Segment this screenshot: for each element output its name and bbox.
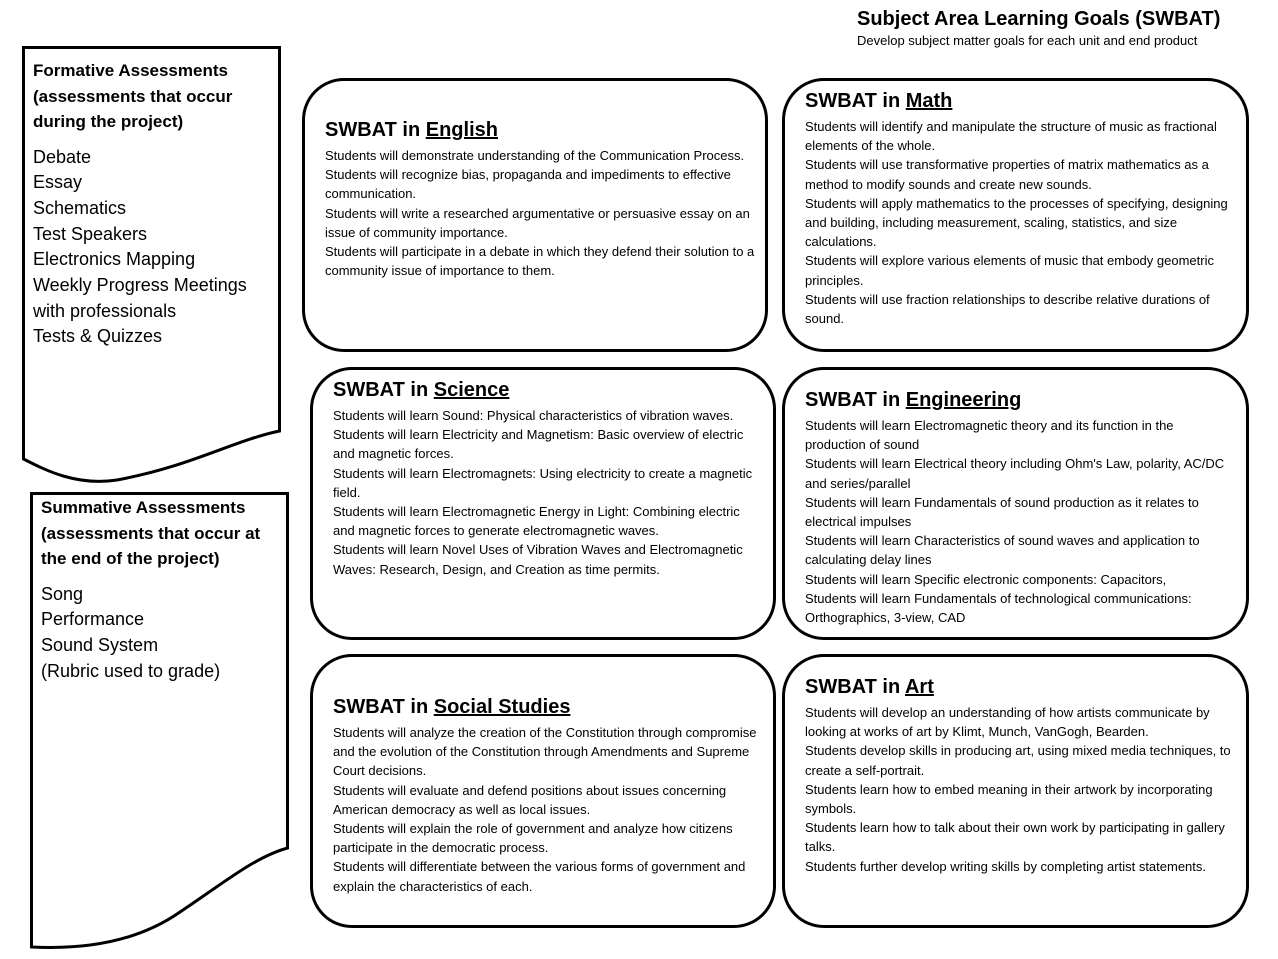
- art-goals-list: [805, 703, 1236, 876]
- list-item: Students learn how to talk about their own work by participating in gallery talks.: [805, 820, 1225, 855]
- engineering-title: SWBAT in Engineering: [805, 389, 1022, 411]
- formative-assessments-panel: [22, 46, 282, 486]
- english-subject-name: English: [425, 119, 498, 141]
- list-item: Students will learn Fundamentals of sound production as it relates to electrical impulses: [805, 494, 1199, 530]
- list-item: Weekly Progress Meetings: [33, 275, 247, 296]
- list-item: Students will learn Fundamentals of technological communications: Orthographics, 3-view, CAD: [805, 590, 1192, 626]
- math-title: SWBAT in Math: [805, 90, 953, 112]
- summative-heading: Summative Assessments (assessments that occur at the end of the project): [41, 498, 261, 568]
- list-item: Students will learn Sound: Physical characteristics of vibration waves.: [333, 408, 734, 423]
- list-item: Students further develop writing skills by completing artist statements.: [805, 858, 1207, 874]
- engineering-subject-name: Engineering: [905, 389, 1022, 411]
- list-item: Students will learn Novel Uses of Vibration Waves and Electromagnetic Waves: Research, Design, and Creation as time permits.: [333, 542, 743, 577]
- list-item: Students will evaluate and defend positions about issues concerning American democracy as well as local issues.: [333, 782, 727, 817]
- art-subject-name: Art: [904, 676, 934, 698]
- list-item: Students will learn Specific electronic components: Capacitors,: [805, 571, 1167, 587]
- list-item: Students will learn Electricity and Magnetism: Basic overview of electric and magnetic forces.: [333, 427, 744, 462]
- list-item: (Rubric used to grade): [41, 660, 221, 681]
- list-item: Students will explore various elements of music that embody geometric principles.: [805, 253, 1214, 288]
- list-item: Students will analyze the creation of the Constitution through compromise and the evolution of the Constitution through Amendments and Supreme Court decisions.: [333, 725, 757, 779]
- page-header: [857, 6, 1272, 50]
- art-goals-box: [782, 654, 1249, 928]
- list-item: Students will write a researched argumentative or persuasive essay on an issue of community importance.: [325, 205, 750, 240]
- formative-heading: Formative Assessments (assessments that occur during the project): [33, 61, 233, 131]
- list-item: Students will differentiate between the various forms of government and explain the characteristics of each.: [333, 859, 746, 894]
- summative-assessments-panel: [30, 492, 290, 952]
- list-item: Students will learn Characteristics of sound waves and application to calculating delay lines: [805, 533, 1200, 568]
- list-item: Performance: [41, 609, 145, 630]
- list-item: Electronics Mapping: [33, 249, 196, 270]
- page-subtitle: Develop subject matter goals for each unit and end product: [857, 33, 1198, 48]
- list-item: Test Speakers: [33, 223, 148, 244]
- list-item: Students will apply mathematics to the processes of specifying, designing and building, including measurement, scaling, statistics, and size calculations.: [805, 195, 1228, 250]
- english-title: SWBAT in English: [325, 119, 498, 141]
- page-title: Subject Area Learning Goals (SWBAT): [857, 8, 1221, 30]
- list-item: Students will learn Electromagnets: Using electricity to create a magnetic field.: [333, 465, 753, 500]
- science-subject-name: Science: [433, 379, 510, 401]
- list-item: Debate: [33, 146, 92, 167]
- social-studies-subject-name: Social Studies: [433, 696, 571, 718]
- list-item: Students will learn Electrical theory including Ohm's Law, polarity, AC/DC and series/parallel: [805, 456, 1225, 491]
- social-studies-title: SWBAT in Social Studies: [333, 696, 571, 718]
- summative-list: [41, 582, 286, 685]
- math-goals-list: [805, 117, 1236, 328]
- english-goals-list: [325, 146, 755, 280]
- list-item: Students will demonstrate understanding of the Communication Process.: [325, 148, 745, 163]
- social-studies-goals-list: [333, 723, 763, 896]
- math-subject-name: Math: [905, 90, 953, 112]
- science-title: SWBAT in Science: [333, 379, 510, 401]
- list-item: Students will use transformative properties of matrix mathematics as a method to modify sounds and create new sounds.: [805, 157, 1209, 192]
- list-item: Schematics: [33, 197, 127, 218]
- list-item: Song: [41, 583, 84, 604]
- list-item: Sound System: [41, 634, 159, 655]
- engineering-goals-list: [805, 416, 1236, 627]
- science-goals-list: [333, 406, 763, 579]
- list-item: with professionals: [33, 300, 177, 321]
- list-item: Essay: [33, 172, 83, 193]
- list-item: Students will learn Electromagnetic Energy in Light: Combining electric and magnetic forces to generate electromagnetic waves.: [333, 504, 740, 539]
- list-item: Students will learn Electromagnetic theory and its function in the production of sound: [805, 418, 1174, 453]
- list-item: Students will explain the role of government and analyze how citizens participate in the democratic process.: [333, 821, 733, 856]
- list-item: Students will identify and manipulate the structure of music as fractional elements of the whole.: [805, 119, 1217, 154]
- list-item: Students develop skills in producing art, using mixed media techniques, to create a self-portrait.: [805, 743, 1231, 778]
- social-studies-goals-box: [310, 654, 776, 928]
- list-item: Tests & Quizzes: [33, 326, 163, 347]
- list-item: Students will develop an understanding of how artists communicate by looking at works of art by Klimt, Munch, VanGogh, Bearden.: [805, 705, 1210, 740]
- english-goals-box: [302, 78, 768, 352]
- list-item: Students will participate in a debate in which they defend their solution to a community issue of importance to them.: [325, 244, 755, 279]
- science-goals-box: [310, 367, 776, 640]
- formative-list: [33, 145, 273, 351]
- art-title: SWBAT in Art: [805, 676, 934, 698]
- math-goals-box: [782, 78, 1249, 352]
- list-item: Students learn how to embed meaning in their artwork by incorporating symbols.: [805, 781, 1213, 817]
- list-item: Students will recognize bias, propaganda and impediments to effective communication.: [325, 167, 731, 202]
- engineering-goals-box: [782, 367, 1249, 640]
- list-item: Students will use fraction relationships to describe relative durations of sound.: [805, 291, 1210, 327]
